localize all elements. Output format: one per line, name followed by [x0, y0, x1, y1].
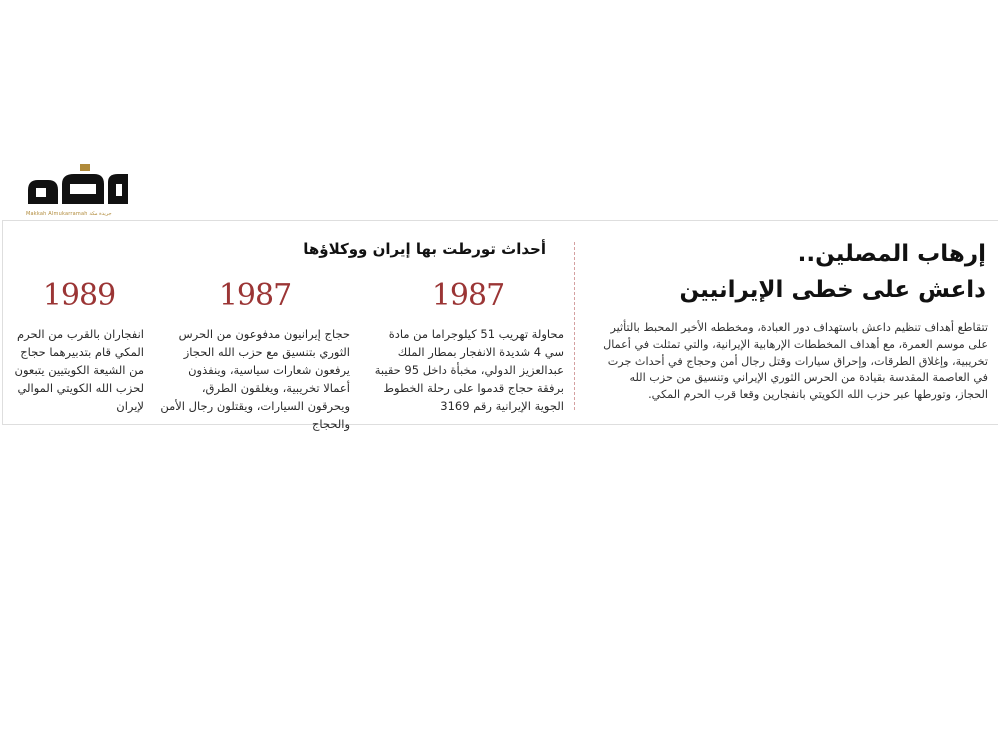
event-item [372, 278, 564, 415]
event-item [14, 278, 144, 415]
events-title: أحداث تورطت بها إيران ووكلاؤها [303, 240, 546, 258]
column-divider [574, 242, 575, 410]
event-year: 1987 [431, 278, 505, 313]
headline-line-1: إرهاب المصلين.. [797, 241, 986, 267]
event-year: 1989 [42, 278, 116, 313]
event-description: حجاج إيرانيون مدفوعون من الحرس الثوري بتنسيق مع حزب الله الحجاز يرفعون شعارات سياسية، وينفذون أعمالا تخريبية، ويغلقون الطرق، ويحرقون السيارات، ويقتلون رجال الأمن والحجاج [160, 327, 350, 431]
event-description: محاولة تهريب 51 كيلوجراما من مادة سي 4 شديدة الانفجار بمطار الملك عبدالعزيز الدولي، مخبأة داخل 95 حقيبة برفقة حجاج قدموا على رحلة الخطوط الجوية الإيرانية رقم 3169 [374, 327, 564, 413]
newspaper-logo [24, 160, 134, 220]
event-year: 1987 [218, 278, 292, 313]
makkah-logo-mark [24, 160, 134, 210]
event-item [160, 278, 350, 433]
article-body: تتقاطع أهداف تنظيم داعش باستهداف دور العبادة، ومخططه الأخير المحبط بالتأثير على موسم العمرة، مع أهداف المخططات الإرهابية الإيرانية، والتي تمثلت في أعمال تخريبية، وإغلاق الطرقات، وإحراق سيارات وقتل رجال أمن وحجاج في أحداث جرت في العاصمة المقدسة بقيادة من الحرس الثوري الإيراني وتنسيق من حزب الله الحجاز، وتورطها عبر حزب الله الكويتي بانفجارين وقعا قرب الحرم المكي. [603, 321, 988, 402]
headline-line-2: داعش على خطى الإيرانيين [679, 277, 986, 303]
logo-caption: Makkah Almukarramah جريدة مكة [26, 211, 112, 217]
event-description: انفجاران بالقرب من الحرم المكي قام بتدبيرهما حجاج من الشيعة الكويتيين يتبعون لحزب الله الكويتي الموالي لإيران [14, 327, 144, 413]
article-headline [586, 236, 986, 308]
